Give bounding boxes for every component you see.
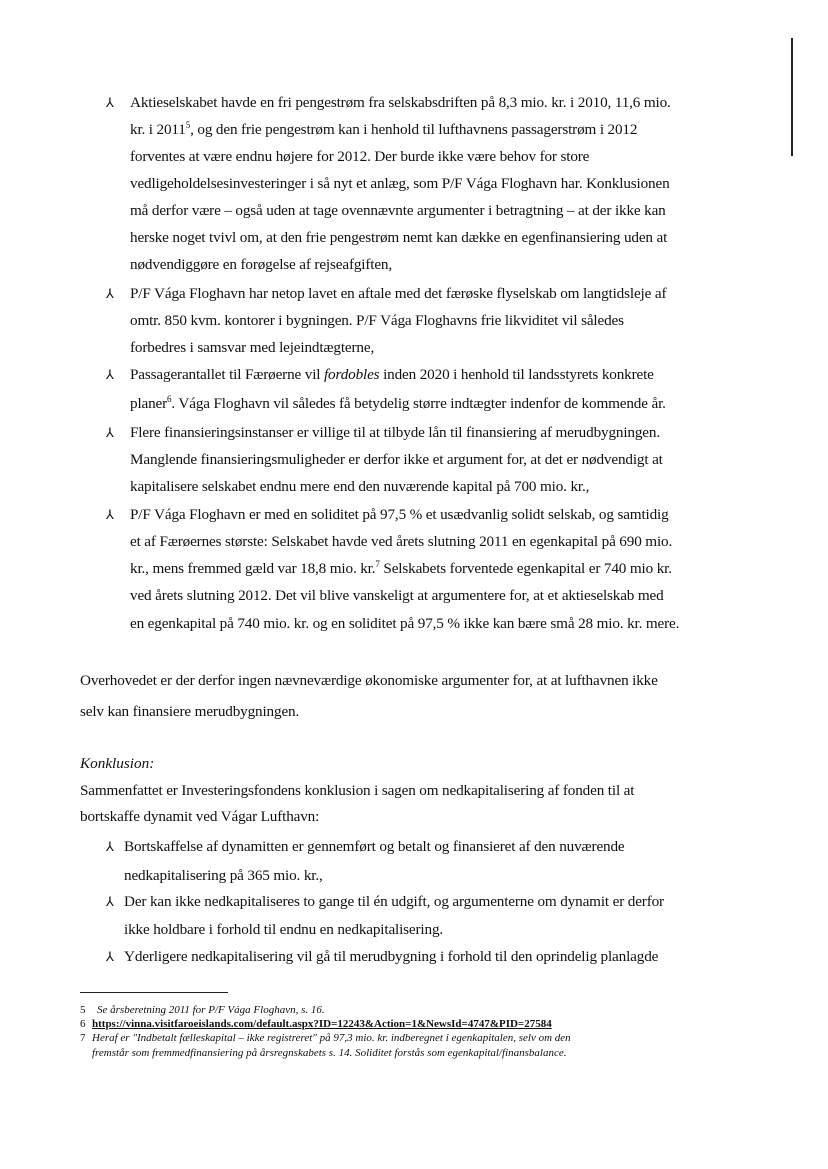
footnote-text: Se årsberetning 2011 for P/F Vága Floghavn, s. 16. [97, 1004, 325, 1016]
paragraph-line: Overhovedet er der derfor ingen nævneværdige økonomiske argumenter for, at at lufthavnen ikke [80, 672, 658, 689]
footnote-ref[interactable]: 6 [167, 393, 172, 404]
bullet-marker-icon: ⅄ [106, 426, 114, 441]
footnote-text: fremstår som fremmedfinansiering på årsregnskabets s. 14. Soliditet forstås som egenkapital/finansbalance. [92, 1047, 567, 1059]
bullet-line: ved årets slutning 2012. Det vil blive vanskeligt at argumentere for, at et aktieselskab med [130, 587, 664, 604]
bullet-line: nødvendiggøre en forøgelse af rejseafgiften, [130, 256, 393, 273]
bullet-line: Bortskaffelse af dynamitten er gennemført og betalt og finansieret af den nuværende [124, 838, 625, 855]
bullet-line: forventes at være endnu højere for 2012. Der burde ikke være behov for store [130, 148, 590, 165]
margin-change-bar [791, 38, 793, 156]
bullet-line: et af Færøernes største: Selskabet havde ved årets slutning 2011 en egenkapital på 690 mio. [130, 533, 673, 550]
bullet-line: herske noget tvivl om, at den frie pengestrøm nemt kan dække en egenfinansiering uden at [130, 229, 668, 246]
footnote-text: Heraf er "Indbetalt fælleskapital – ikke registreret" på 97,3 mio. kr. indberegnet i egenkapitalen, selv om den [92, 1032, 571, 1044]
bullet-line: ikke holdbare i forhold til endnu en nedkapitalisering. [124, 921, 444, 938]
bullet-line: P/F Vága Floghavn har netop lavet en aftale med det færøske flyselskab om langtidsleje af [130, 285, 667, 302]
conclusion-intro-line: Sammenfattet er Investeringsfondens konklusion i sagen om nedkapitalisering af fonden til at [80, 782, 635, 799]
bullet-line: forbedres i samsvar med lejeindtægterne, [130, 339, 375, 356]
bullet-line: Manglende finansieringsmuligheder er derfor ikke et argument for, at det er nødvendigt at [130, 451, 663, 468]
paragraph-line: selv kan finansiere merudbygningen. [80, 703, 300, 720]
bullet-line: P/F Vága Floghavn er med en soliditet på 97,5 % et usædvanlig solidt selskab, og samtidig [130, 506, 669, 523]
bullet-line: Yderligere nedkapitalisering vil gå til merudbygning i forhold til den oprindelig planlagde [124, 948, 659, 965]
footnote-number: 6 [80, 1018, 86, 1030]
footnote-number: 7 [80, 1032, 86, 1044]
bullet-line: nedkapitalisering på 365 mio. kr., [124, 867, 323, 884]
bullet-line: omtr. 850 kvm. kontorer i bygningen. P/F Vága Floghavns frie likviditet vil således [130, 312, 624, 329]
bullet-line: kr. i 2011$^5$, og den frie pengestrøm kan i henhold til lufthavnens passagerstrøm i 2012 [130, 119, 638, 138]
bullet-marker-icon: ⅄ [106, 96, 114, 111]
footnote-divider [80, 992, 228, 993]
bullet-marker-icon: ⅄ [106, 895, 114, 910]
bullet-line: kr., mens fremmed gæld var 18,8 mio. kr.$^7$ Selskabets forventede egenkapital er 740 mio kr. [130, 558, 672, 577]
bullet-marker-icon: ⅄ [106, 840, 114, 855]
conclusion-heading: Konklusion: [80, 755, 155, 772]
conclusion-intro-line: bortskaffe dynamit ved Vágar Lufthavn: [80, 808, 320, 825]
bullet-marker-icon: ⅄ [106, 950, 114, 965]
bullet-line: en egenkapital på 740 mio. kr. og en soliditet på 97,5 % ikke kan bære små 28 mio. kr. mere. [130, 615, 680, 632]
bullet-line: Der kan ikke nedkapitaliseres to gange til én udgift, og argumenterne om dynamit er derfor [124, 893, 664, 910]
bullet-line: Flere finansieringsinstanser er villige til at tilbyde lån til finansiering af merudbygningen. [130, 424, 660, 441]
bullet-marker-icon: ⅄ [106, 287, 114, 302]
footnote-link[interactable]: https://vinna.visitfaroeislands.com/default.aspx?ID=12243&Action=1&NewsId=4747&PID=27584 [92, 1018, 552, 1030]
bullet-line: vedligeholdelsesinvesteringer i så nyt et anlæg, som P/F Vága Floghavn har. Konklusionen [130, 175, 670, 192]
bullet-marker-icon: ⅄ [106, 368, 114, 383]
bullet-line: kapitalisere selskabet endnu mere end den nuværende kapital på 700 mio. kr., [130, 478, 590, 495]
bullet-line: Passagerantallet til Færøerne vil fordobles inden 2020 i henhold til landsstyrets konkrete [130, 366, 654, 383]
bullet-line: Aktieselskabet havde en fri pengestrøm fra selskabsdriften på 8,3 mio. kr. i 2010, 11,6 mio. [130, 94, 671, 111]
footnote-ref[interactable]: 7 [375, 558, 380, 569]
footnote-ref[interactable]: 5 [185, 119, 191, 130]
bullet-line: må derfor være – også uden at tage ovennævnte argumenter i betragtning – at der ikke kan [130, 202, 666, 219]
footnote-number: 5 [80, 1004, 86, 1016]
bullet-marker-icon: ⅄ [106, 508, 114, 523]
bullet-line: planer$^6$. Vága Floghavn vil således få betydelig større indtægter indenfor de kommende år. [130, 393, 666, 412]
